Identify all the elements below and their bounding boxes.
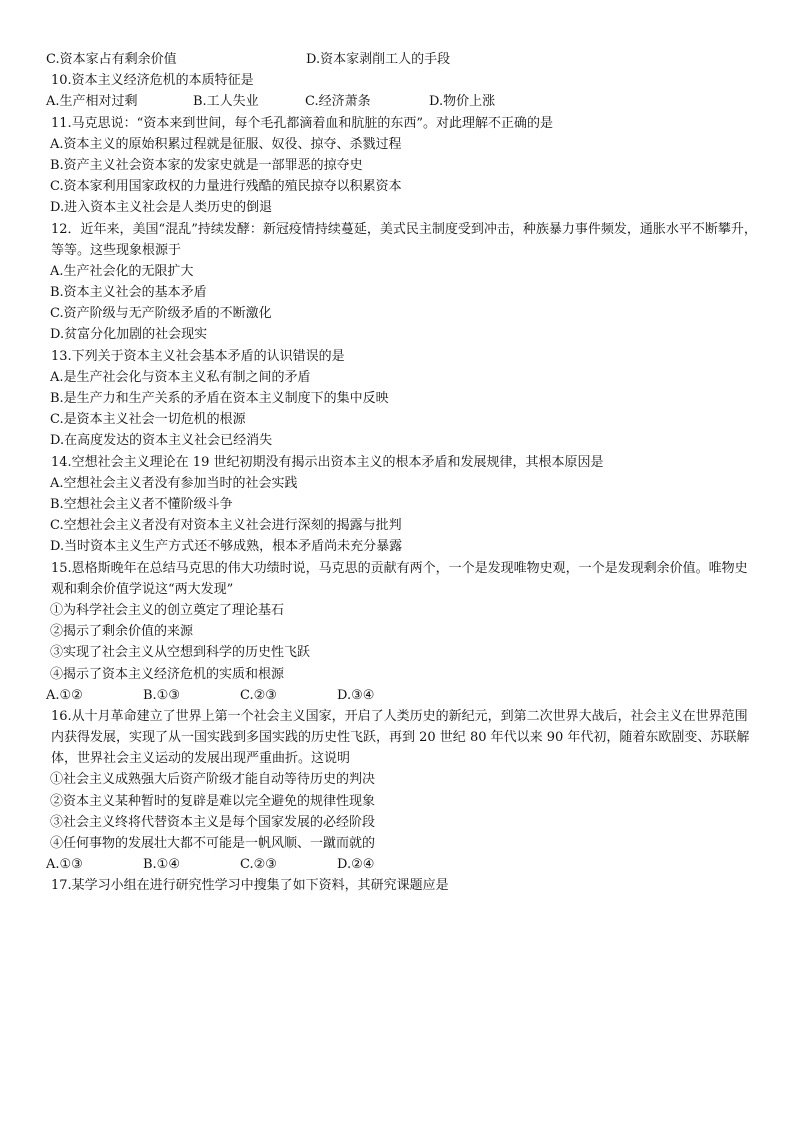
answer-option: A.是生产社会化与资本主义私有制之间的矛盾 — [50, 369, 311, 385]
answer-options-row — [46, 49, 758, 70]
question-stem: 17.某学习小组在进行研究性学习中搜集了如下资料，其研究课题应是 — [51, 878, 449, 894]
answer-options-row — [46, 685, 758, 706]
answer-option: B.资产主义社会资本家的发家史就是一部罪恶的掠夺史 — [50, 157, 363, 173]
question-stem: 10.资本主义经济危机的本质特征是 — [51, 73, 254, 89]
answer-option: A.生产社会化的无限扩大 — [50, 263, 194, 279]
answer-option: D.③④ — [337, 687, 375, 703]
answer-option: A.资本主义的原始积累过程就是征服、奴役、掠夺、杀戮过程 — [50, 136, 402, 152]
question-stem: 16.从十月革命建立了世界上第一个社会主义国家，开启了人类历史的新纪元，到第二次世界大战后，社会主义在世界范围内获得发展，实现了从一国实践到多国实践的历史性飞跃，再到 20 世纪 80 年代以来 90 年代初，随着东欧剧变、苏联解体，世界社会主义运动的发展出现严重曲折。这说明 — [51, 708, 750, 767]
answer-option: ④任何事物的发展壮大都不可能是一帆风顺、一蹴而就的 — [50, 836, 376, 852]
answer-option: D.物价上涨 — [429, 94, 496, 110]
answer-option: A.空想社会主义者没有参加当时的社会实践 — [50, 475, 298, 491]
answer-option: C.空想社会主义者没有对资本主义社会进行深刻的揭露与批判 — [50, 518, 402, 534]
answer-option: C.经济萧条 — [305, 94, 371, 110]
answer-option: C.是资本主义社会一切危机的根源 — [50, 412, 246, 428]
question-stem: 14.空想社会主义理论在 19 世纪初期没有揭示出资本主义的根本矛盾和发展规律，其根本原因是 — [51, 454, 604, 470]
question-stem: 12．近年来，美国“混乱”持续发酵：新冠疫情持续蔓延，美式民主制度受到冲击，种族暴力事件频发，通胀水平不断攀升，等等。这些现象根源于 — [51, 221, 757, 258]
answer-option: D.②④ — [337, 857, 375, 873]
question-stem: 13.下列关于资本主义社会基本矛盾的认识错误的是 — [51, 348, 345, 364]
answer-option: ②资本主义某种暂时的复辟是难以完全避免的规律性现象 — [50, 793, 376, 809]
answer-option: ③社会主义终将代替资本主义是每个国家发展的必经阶段 — [50, 814, 376, 830]
answer-option: B.空想社会主义者不懂阶级斗争 — [50, 496, 233, 512]
answer-option: D.当时资本主义生产方式还不够成熟，根本矛盾尚未充分暴露 — [50, 539, 403, 555]
answer-option: A.生产相对过剩 — [46, 94, 138, 110]
answer-options-row — [46, 91, 758, 112]
answer-option: B.①④ — [143, 857, 180, 873]
answer-option: B.①③ — [143, 687, 180, 703]
answer-option: ④揭示了资本主义经济危机的实质和根源 — [50, 666, 285, 682]
answer-option: A.①③ — [46, 857, 83, 873]
answer-option: C.②③ — [240, 687, 277, 703]
answer-option: C.②③ — [240, 857, 277, 873]
answer-option: D.贫富分化加剧的社会现实 — [50, 327, 208, 343]
answer-option: ①为科学社会主义的创立奠定了理论基石 — [50, 602, 285, 618]
exam-page — [46, 49, 758, 897]
question-stem: 15.恩格斯晚年在总结马克思的伟大功绩时说，马克思的贡献有两个，一个是发现唯物史观，一个是发现剩余价值。唯物史观和剩余价值学说这“两大发现” — [51, 560, 748, 597]
answer-option: C.资本家占有剩余价值 — [46, 52, 177, 67]
answer-option: ②揭示了剩余价值的来源 — [50, 624, 194, 640]
answer-option: B.资本主义社会的基本矛盾 — [50, 285, 207, 301]
answer-option: D.进入资本主义社会是人类历史的倒退 — [50, 200, 273, 216]
answer-option: D.资本家剥削工人的手段 — [306, 52, 451, 67]
answer-option: C.资本家利用国家政权的力量进行残酷的殖民掠夺以积累资本 — [50, 179, 402, 195]
question-stem: 11.马克思说：“资本来到世间，每个毛孔都滴着血和肮脏的东西”。对此理解不正确的是 — [51, 115, 553, 131]
answer-option: B.是生产力和生产关系的矛盾在资本主义制度下的集中反映 — [50, 391, 389, 407]
answer-option: ③实现了社会主义从空想到科学的历史性飞跃 — [50, 645, 311, 661]
answer-option: ①社会主义成熟强大后资产阶级才能自动等待历史的判决 — [50, 772, 376, 788]
answer-option: C.资产阶级与无产阶级矛盾的不断激化 — [50, 306, 272, 322]
answer-options-row — [46, 854, 758, 875]
answer-option: D.在高度发达的资本主义社会已经消失 — [50, 433, 273, 449]
answer-option: A.①② — [46, 687, 83, 703]
answer-option: B.工人失业 — [193, 94, 259, 110]
